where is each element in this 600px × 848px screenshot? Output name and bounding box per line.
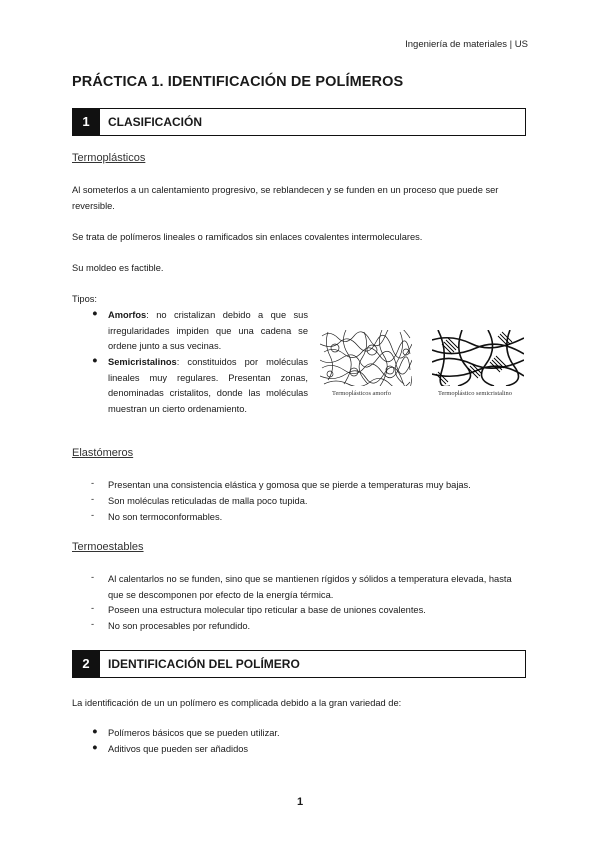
page-title: PRÁCTICA 1. IDENTIFICACIÓN DE POLÍMEROS bbox=[72, 74, 404, 90]
tipos-label: Tipos: bbox=[72, 294, 97, 304]
paragraph: Al someterlos a un calentamiento progresivo, se reblandecen y se funden en un proceso que puede ser reversible. bbox=[72, 185, 499, 211]
page-header: Ingeniería de materiales | US bbox=[405, 39, 528, 50]
definition: : constituidos por moléculas lineales muy regulares. Presentan zonas, denominadas cristalitos, donde las moléculas muestran un cierto ordenamiento. bbox=[108, 357, 308, 414]
dash-marker: - bbox=[91, 510, 95, 520]
image-caption: Termoplástico semicristalino bbox=[438, 390, 512, 397]
list-item: Al calentarlos no se funden, sino que se mantienen rígidos y sólidos a temperatura elevada, hasta que se descomponen por efecto de la energía térmica. bbox=[108, 574, 512, 600]
definition: : no cristalizan debido a que sus irregularidades impiden que una cadena se ordene junto a sus vecinas. bbox=[108, 310, 308, 352]
semicrystalline-polymer-image bbox=[432, 330, 524, 386]
section-1-header bbox=[72, 108, 526, 136]
dash-marker: - bbox=[91, 619, 95, 629]
section-number: 2 bbox=[72, 650, 100, 678]
paragraph: La identificación de un un polímero es complicada debido a la gran variedad de: bbox=[72, 698, 402, 708]
subheading-termoestables: Termoestables bbox=[72, 541, 144, 553]
subheading-elastomeros: Elastómeros bbox=[72, 447, 134, 459]
list-item: No son termoconformables. bbox=[108, 512, 223, 522]
subheading-termoplasticos: Termoplásticos bbox=[72, 152, 146, 164]
list-item-amorfos bbox=[108, 308, 308, 355]
list-item-semicristalinos bbox=[108, 355, 308, 417]
section-title: CLASIFICACIÓN bbox=[108, 115, 202, 129]
paragraph: Se trata de polímeros lineales o ramificados sin enlaces covalentes intermoleculares. bbox=[72, 232, 423, 242]
list-item: Aditivos que pueden ser añadidos bbox=[108, 744, 249, 754]
bullet-dot: ● bbox=[92, 308, 98, 318]
amorphous-polymer-image bbox=[320, 330, 412, 386]
dash-marker: - bbox=[91, 478, 95, 488]
bullet-dot: ● bbox=[92, 742, 98, 752]
term: Semicristalinos bbox=[108, 357, 177, 367]
list-item: Poseen una estructura molecular tipo reticular a base de uniones covalentes. bbox=[108, 605, 426, 615]
section-number: 1 bbox=[72, 108, 100, 136]
list-item: No son procesables por refundido. bbox=[108, 621, 251, 631]
list-item: Presentan una consistencia elástica y gomosa que se pierde a temperaturas muy bajas. bbox=[108, 480, 471, 490]
bullet-dot: ● bbox=[92, 355, 98, 365]
section-title: IDENTIFICACIÓN DEL POLÍMERO bbox=[108, 657, 300, 671]
bullet-dot: ● bbox=[92, 726, 98, 736]
list-item: Polímeros básicos que se pueden utilizar. bbox=[108, 728, 280, 738]
dash-marker: - bbox=[91, 603, 95, 613]
list-item: Son moléculas reticuladas de malla poco tupida. bbox=[108, 496, 308, 506]
dash-marker: - bbox=[91, 494, 95, 504]
section-2-header bbox=[72, 650, 526, 678]
term: Amorfos bbox=[108, 310, 147, 320]
dash-marker: - bbox=[91, 572, 95, 582]
image-caption: Termoplásticos amorfo bbox=[332, 390, 392, 397]
paragraph: Su moldeo es factible. bbox=[72, 263, 164, 273]
page-number: 1 bbox=[296, 796, 304, 808]
